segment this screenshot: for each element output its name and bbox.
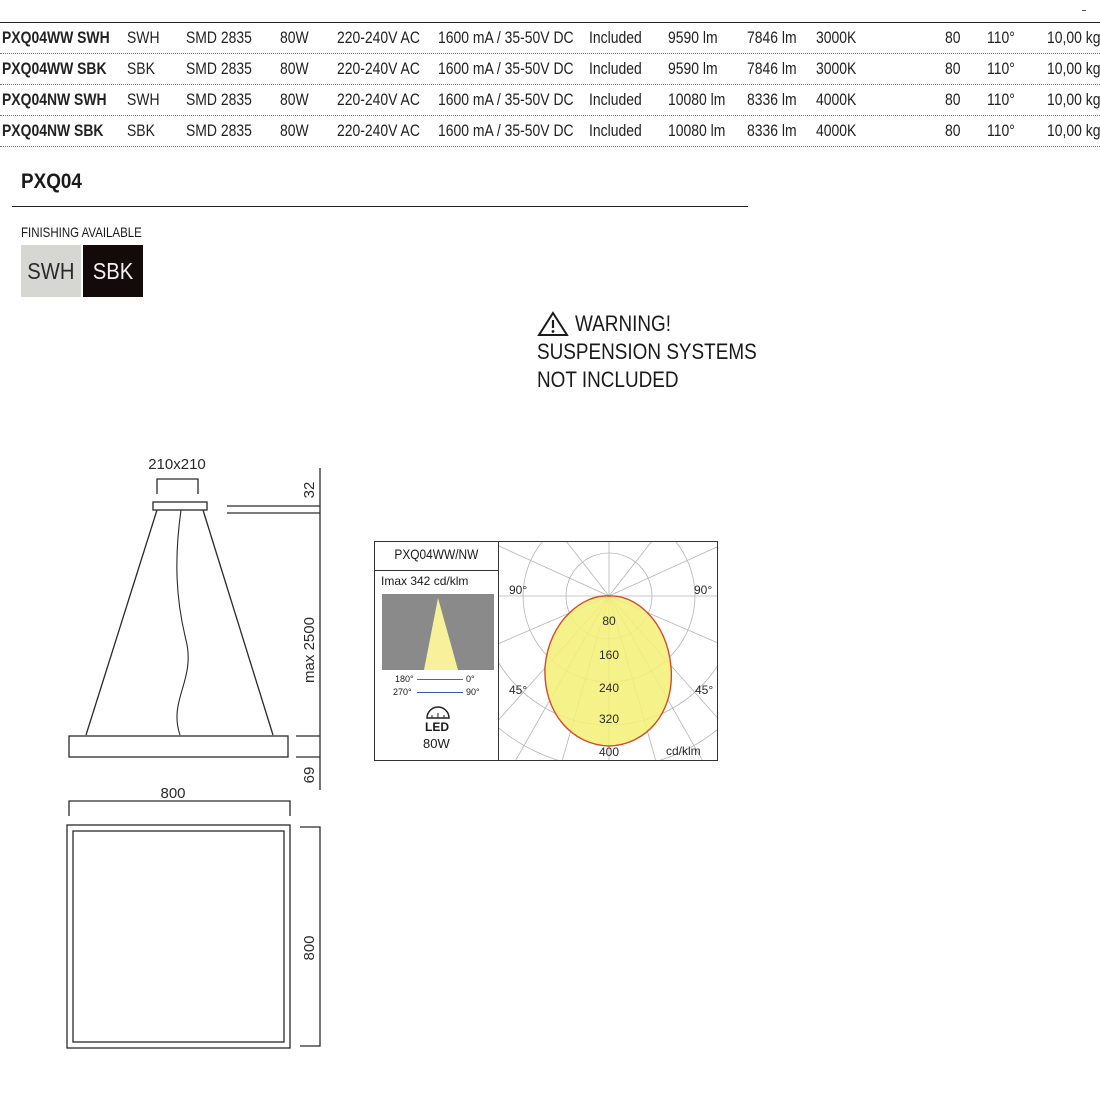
canopy-dimension-line: [157, 479, 198, 494]
angle-label: 45°: [695, 683, 714, 697]
divider: [375, 570, 498, 571]
width-label: 800: [160, 785, 186, 802]
spec-cell: 80W: [280, 28, 309, 47]
spec-cell: SWH: [127, 28, 160, 47]
led-bulb-icon: [425, 704, 451, 720]
legend-label: 270°: [393, 687, 412, 697]
spec-cell: 110°: [987, 90, 1015, 109]
spec-cell: 80: [945, 121, 961, 140]
depth-label: 800: [301, 935, 318, 961]
spec-cell: 80W: [280, 90, 309, 109]
warning-text: NOT INCLUDED: [537, 367, 679, 392]
spec-cell: PXQ04WW SWH: [2, 28, 110, 47]
angle-label: 90°: [694, 583, 713, 597]
spec-cell: SMD 2835: [186, 121, 252, 140]
beam-graphic: [382, 594, 494, 670]
radial-label: 240: [598, 681, 620, 695]
finish-swatch-swh: SWH: [21, 245, 81, 297]
spec-cell: 10,00 kg: [1047, 59, 1100, 78]
photometric-diagram: [374, 541, 718, 761]
spec-cell: 220-240V AC: [337, 121, 420, 140]
suspension-cable: [86, 510, 157, 735]
power-cable: [177, 510, 188, 735]
warning-title: WARNING!: [575, 311, 671, 336]
spec-cell: 1600 mA / 35-50V DC: [438, 121, 574, 140]
spec-cell: SMD 2835: [186, 59, 252, 78]
radial-label: 80: [602, 614, 616, 628]
spec-cell: Included: [589, 28, 642, 47]
spec-cell: 80W: [280, 59, 309, 78]
spec-cell: 80: [945, 90, 961, 109]
spec-cell: 110°: [987, 121, 1015, 140]
spec-cell: 4000K: [816, 121, 857, 140]
spec-cell: 3000K: [816, 59, 857, 78]
spec-cell: PXQ04NW SBK: [2, 121, 104, 140]
width-dimension-line: [69, 801, 290, 816]
body-height-label: 69: [301, 766, 318, 784]
polar-curve-chart: [499, 542, 717, 760]
radial-label: 400: [598, 745, 620, 759]
finish-swatch-sbk: SBK: [83, 245, 143, 297]
spec-cell: 10,00 kg: [1047, 28, 1100, 47]
product-title: PXQ04: [21, 170, 82, 193]
spec-cell: 7846 lm: [747, 59, 797, 78]
radial-label: 160: [598, 648, 620, 662]
model-label: PXQ04WW/NW: [394, 546, 479, 562]
spec-cell: Included: [589, 90, 642, 109]
spec-cell: PXQ04WW SBK: [2, 59, 107, 78]
spec-cell: 8336 lm: [747, 121, 797, 140]
spec-cell: 8336 lm: [747, 90, 797, 109]
angle-label: 90°: [509, 583, 528, 597]
spec-cell: 7846 lm: [747, 28, 797, 47]
spec-cell: 1600 mA / 35-50V DC: [438, 28, 574, 47]
spec-cell: 10080 lm: [668, 90, 726, 109]
spec-cell: SWH: [127, 90, 160, 109]
suspension-cable: [203, 510, 273, 735]
legend-line-blue: [417, 692, 463, 693]
warning-text: SUSPENSION SYSTEMS: [537, 339, 757, 364]
legend-label: 0°: [466, 674, 475, 684]
lamp-top-view: [67, 825, 290, 1048]
legend-label: 90°: [466, 687, 480, 697]
spec-cell: SMD 2835: [186, 90, 252, 109]
unit-label: cd/klm: [666, 744, 701, 758]
spec-cell: Included: [589, 59, 642, 78]
spec-cell: 10,00 kg: [1047, 90, 1100, 109]
spec-cell: 80: [945, 59, 961, 78]
spec-cell: 10080 lm: [668, 121, 726, 140]
spec-cell: 4000K: [816, 90, 857, 109]
canopy-height-label: 32: [301, 481, 318, 499]
lamp-body-side: [69, 736, 288, 757]
canopy-size-label: 210x210: [148, 456, 206, 473]
led-label: LED: [425, 720, 449, 734]
spec-cell: PXQ04NW SWH: [2, 90, 107, 109]
angle-label: 45°: [509, 683, 528, 697]
spec-cell: 1600 mA / 35-50V DC: [438, 59, 574, 78]
spec-cell: 1600 mA / 35-50V DC: [438, 90, 574, 109]
spec-cell: SBK: [127, 59, 155, 78]
finishing-label: FINISHING AVAILABLE: [21, 224, 142, 240]
imax-label: Imax 342 cd/klm: [381, 574, 469, 588]
legend-line-red: [417, 679, 463, 680]
spec-cell: 80: [945, 28, 961, 47]
radial-label: 320: [598, 712, 620, 726]
spec-cell: Included: [589, 121, 642, 140]
spec-cell: 9590 lm: [668, 28, 718, 47]
spec-cell: SBK: [127, 121, 155, 140]
spec-cell: 10,00 kg: [1047, 121, 1100, 140]
legend-label: 180°: [395, 674, 414, 684]
spec-cell: 80W: [280, 121, 309, 140]
spec-cell: 110°: [987, 59, 1015, 78]
spec-cell: 220-240V AC: [337, 90, 420, 109]
canopy: [153, 502, 207, 510]
spec-cell: 9590 lm: [668, 59, 718, 78]
spec-cell: 3000K: [816, 28, 857, 47]
spec-cell: 220-240V AC: [337, 59, 420, 78]
wattage-label: 80W: [423, 736, 450, 751]
spec-cell: 110°: [987, 28, 1015, 47]
spec-cell: 220-240V AC: [337, 28, 420, 47]
spec-cell: SMD 2835: [186, 28, 252, 47]
cable-length-label: max 2500: [301, 617, 318, 683]
